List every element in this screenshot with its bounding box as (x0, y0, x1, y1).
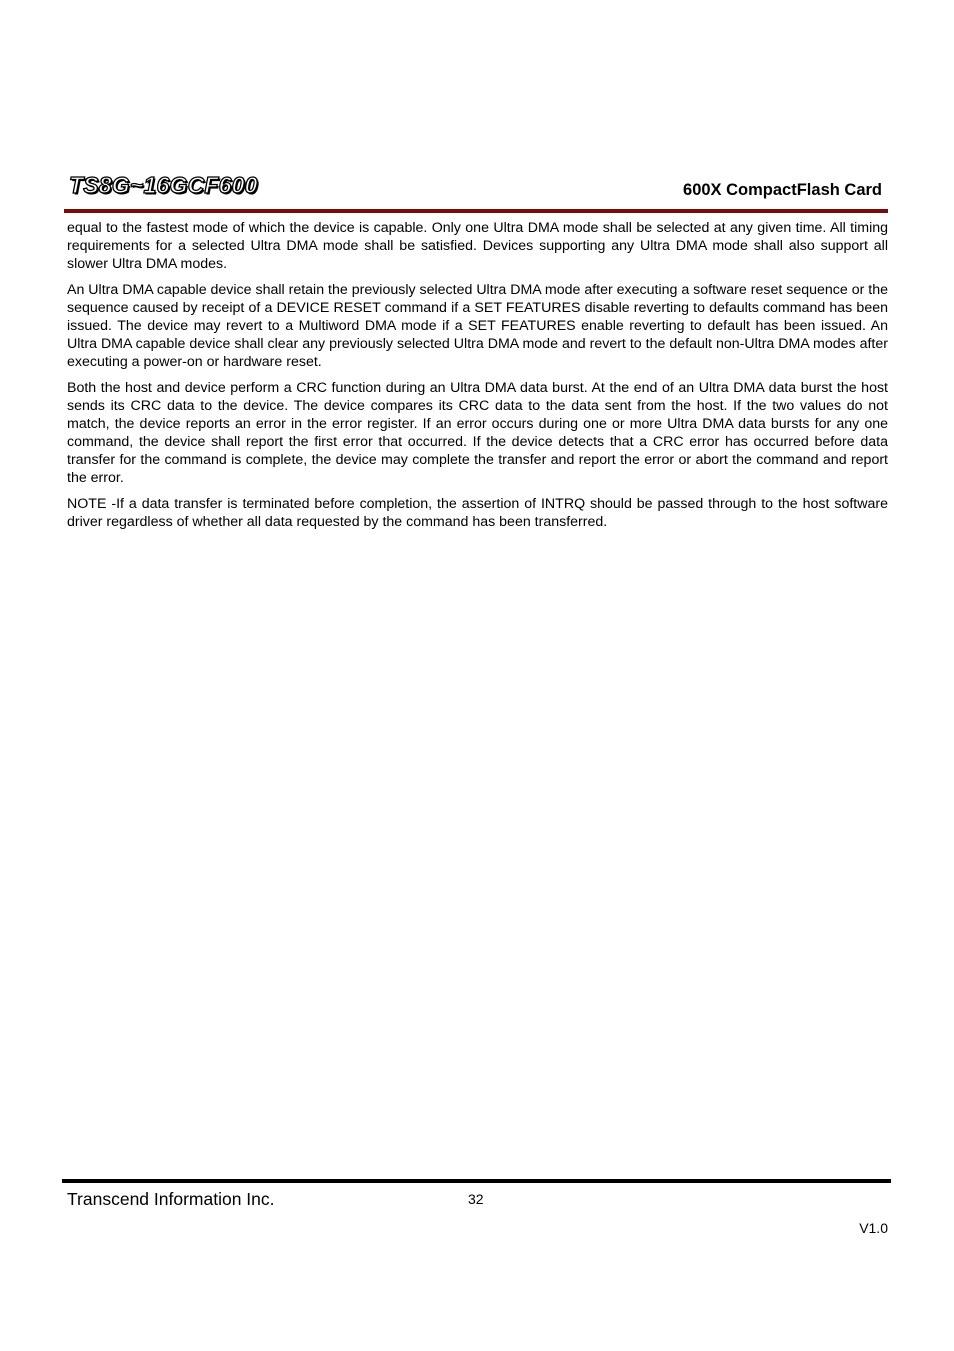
paragraph: equal to the fastest mode of which the device is capable. Only one Ultra DMA mode shall be selected at any given time. All timing requirements for a selected Ultra DMA mode shall be satisfied. Devices supporting any Ultra DMA mode shall also support all slower Ultra DMA modes. (67, 220, 888, 272)
paragraph: Both the host and device perform a CRC function during an Ultra DMA data burst. At the end of an Ultra DMA data burst the host sends its CRC data to the device. The device compares its CRC data to the data sent from the host. If the two values do not match, the device reports an error in the error register. If an error occurs during one or more Ultra DMA data bursts for any one command, the device shall report the first error that occurred. If the device detects that a CRC error has occurred before data transfer for the command is complete, the device may complete the transfer and report the error or abort the command and report the error. (67, 380, 888, 486)
document-title: TS8G~16GCF600 (69, 172, 258, 198)
paragraph: An Ultra DMA capable device shall retain the previously selected Ultra DMA mode after executing a software reset sequence or the sequence caused by receipt of a DEVICE RESET command if a SET FEATURES disable reverting to defaults command has been issued. The device may revert to a Multiword DMA mode if a SET FEATURES enable reverting to default has been issued. An Ultra DMA capable device shall clear any previously selected Ultra DMA mode and revert to the default non-Ultra DMA modes after executing a power-on or hardware reset. (67, 282, 888, 370)
document-subtitle: 600X CompactFlash Card (683, 181, 882, 199)
footer-company: Transcend Information Inc. (67, 1189, 275, 1209)
body-content (67, 219, 888, 539)
header-divider (64, 209, 888, 213)
footer-divider (62, 1179, 891, 1183)
note-paragraph: NOTE -If a data transfer is terminated before completion, the assertion of INTRQ should be passed through to the host software driver regardless of whether all data requested by the command has been transferred. (67, 496, 888, 530)
version-label: V1.0 (859, 1220, 888, 1236)
page-number: 32 (468, 1191, 484, 1207)
